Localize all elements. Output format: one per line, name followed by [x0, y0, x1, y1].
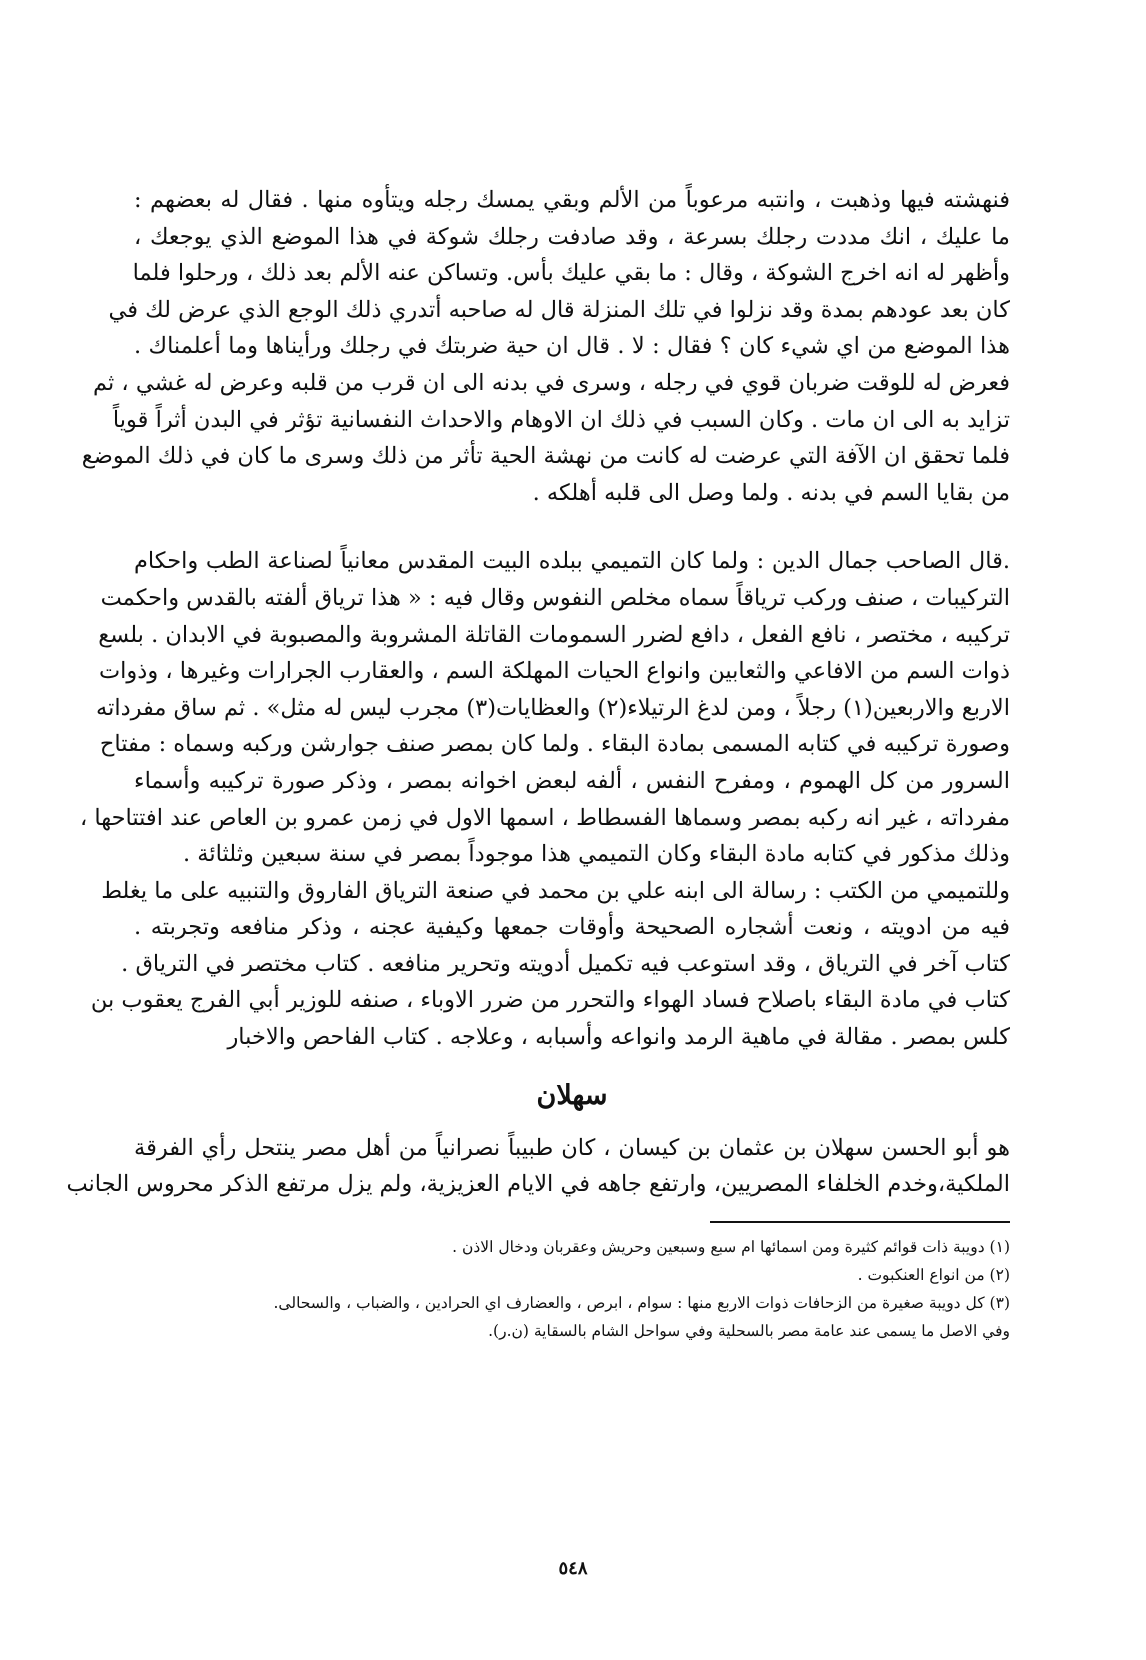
text-line: فنهشته فيها وذهبت ، وانتبه مرعوباً من الألم وبقي يمسك رجله ويتأوه منها . فقال له بعضهم :: [134, 187, 1010, 213]
text-line: هذا الموضع من اي شيء كان ؟ فقال : لا . قال ان حية ضربتك في رجلك ورأيناها وما أعلمناك .: [134, 333, 1010, 360]
footnote-line: (٣) كل دويبة صغيرة من الزحافات ذوات الاربع منها : سوام ، ابرص ، والعضارف اي الحرادين ، والضباب ، والسحالى.: [273, 1293, 1010, 1312]
text-line: تزايد به الى ان مات . وكان السبب في ذلك ان الاوهام والاحداث النفسانية تؤثر في البدن أثراً قوياً: [112, 406, 1010, 433]
footnote-line: وفي الاصل ما يسمى عند عامة مصر بالسحلية وفي سواحل الشام بالسقاية (ن.ر).: [488, 1321, 1010, 1340]
footnotes: [134, 1233, 1010, 1345]
text-line: السرور من كل الهموم ، ومفرح النفس ، ألفه لبعض اخوانه بمصر ، وذكر صورة تركيبه وأسماء: [134, 767, 1010, 794]
text-line: وصورة تركيبه في كتابه المسمى بمادة البقاء . ولما كان بمصر صنف جوارشن وركبه وسماه : مفتاح: [99, 731, 1010, 758]
paragraph-tamimi-theriac: [79, 543, 1010, 872]
text-line: وذلك مذكور في كتابه مادة البقاء وكان التميمي هذا موجوداً بمصر في سنة سبعين وثلثائة .: [182, 841, 1010, 868]
section-heading: سهلان: [536, 1079, 608, 1111]
text-line: فعرض له للوقت ضربان قوي في رجله ، وسرى في بدنه الى ان قرب من قلبه وعرض له غشي ، ثم: [93, 369, 1010, 396]
text-line: التركيبات ، صنف وركب ترياقاً سماه مخلص النفوس وقال فيه : « هذا ترياق ألفته بالقدس واحكمت: [100, 584, 1010, 611]
text-line: هو أبو الحسن سهلان بن عثمان بن كيسان ، كان طبيباً نصرانياً من أهل مصر ينتحل رأي الفرقة: [134, 1134, 1010, 1161]
text-line: .قال الصاحب جمال الدين : ولما كان التميمي ببلده البيت المقدس معانياً لصناعة الطب واحكام: [134, 548, 1010, 575]
footnote-line: (١) دويبة ذات قوائم كثيرة ومن اسمائها ام سبع وسبعين وحريش وعقربان ودخال الاذن .: [452, 1237, 1010, 1256]
text-line: من بقايا السم في بدنه . ولما وصل الى قلبه أهلكه .: [532, 479, 1010, 506]
paragraph-sahlan: [66, 1130, 1010, 1203]
text-line: تركيبه ، مختصر ، نافع الفعل ، دافع لضرر السمومات القاتلة المشروبة والمصبوبة في الابدان . بلسع: [98, 621, 1010, 648]
text-line: وللتميمي من الكتب : رسالة الى ابنه علي بن محمد في صنعة الترياق الفاروق والتنبيه على ما يغلط: [101, 877, 1010, 904]
page-number: ٥٤٨: [558, 1558, 588, 1579]
text-line: فيه من ادويته ، ونعت أشجاره الصحيحة وأوقات جمعها وكيفية عجنه ، وذكر منافعه وتجربته .: [134, 914, 1010, 941]
text-line: مفرداته ، غير انه ركبه بمصر وسماها الفسطاط ، اسمها الاول في زمن عمرو بن العاص عند افتتاحها ،: [79, 804, 1010, 831]
text-line: كتاب في مادة البقاء باصلاح فساد الهواء والتحرر من ضرر الاوباء ، صنفه للوزير أبي الفرج يعقوب بن: [90, 987, 1010, 1014]
text-line: كتاب آخر في الترياق ، وقد استوعب فيه تكميل أدويته وتحرير منافعه . كتاب مختصر في الترياق .: [121, 950, 1010, 977]
footnote-divider: [710, 1221, 1010, 1223]
text-line: وأظهر له انه اخرج الشوكة ، وقال : ما بقي عليك بأس. وتساكن عنه الألم بعد ذلك ، ورحلوا فلما: [132, 260, 1010, 287]
text-line: كلس بمصر . مقالة في ماهية الرمد وانواعه وأسبابه ، وعلاجه . كتاب الفاحص والاخبار: [227, 1024, 1010, 1051]
footnote-line: (٢) من انواع العنكبوت .: [857, 1265, 1010, 1284]
paragraph-narrative: [81, 182, 1010, 511]
paragraph-tamimi-books: [90, 873, 1010, 1056]
text-line: ما عليك ، انك مددت رجلك بسرعة ، وقد صادفت رجلك شوكة في هذا الموضع الذي يوجعك ،: [134, 223, 1010, 250]
text-line: الملكية،وخدم الخلفاء المصريين، وارتفع جاهه في الايام العزيزية، ولم يزل مرتفع الذكر محروس الجانب: [66, 1171, 1010, 1198]
text-line: فلما تحقق ان الآفة التي عرضت له كانت من نهشة الحية تأثر من ذلك وسرى ما كان في ذلك الموضع: [81, 443, 1010, 470]
text-line: الاربع والاربعين(١) رجلاً ، ومن لدغ الرتيلاء(٢) والعظايات(٣) مجرب ليس له مثل» . ثم ساق مفرداته: [96, 694, 1010, 721]
text-line: كان بعد عودهم بمدة وقد نزلوا في تلك المنزلة قال له صاحبه أتدري ذلك الوجع الذي عرض لك في: [108, 296, 1010, 323]
text-line: ذوات السم من الافاعي والثعابين وانواع الحيات المهلكة السم ، والعقارب الجرارات وغيرها ، وذوات: [99, 658, 1010, 685]
